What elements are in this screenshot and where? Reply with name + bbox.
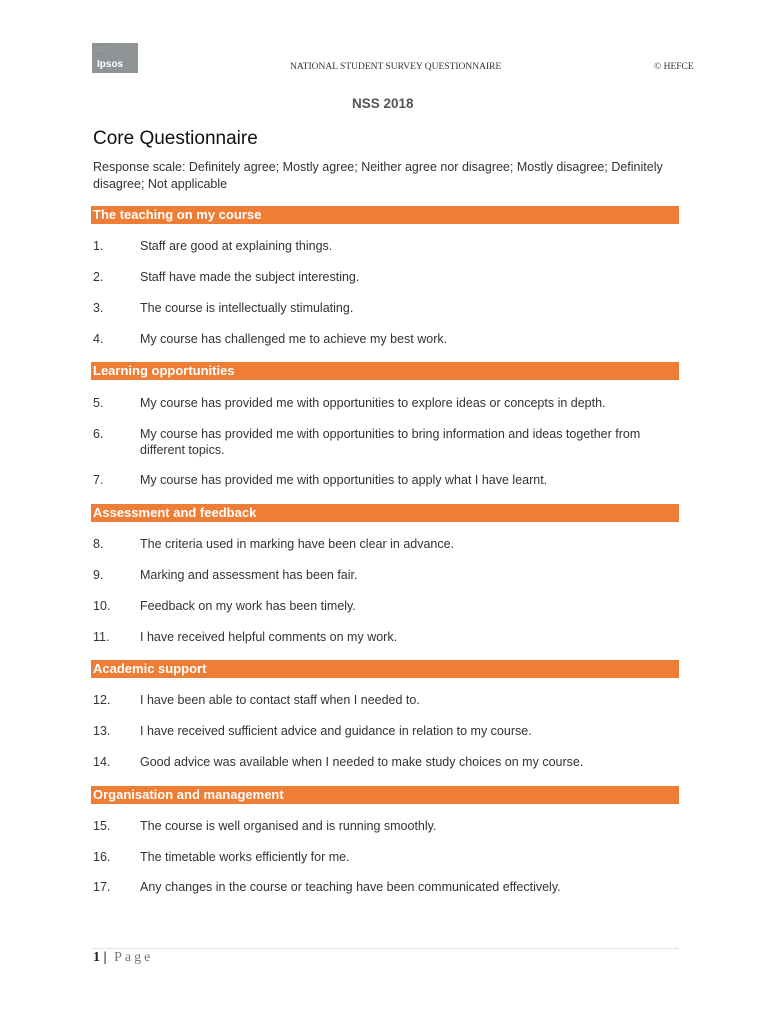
- question-text: Good advice was available when I needed to make study choices on my course.: [140, 755, 584, 769]
- question-text: Marking and assessment has been fair.: [140, 568, 358, 582]
- header-copyright: © HEFCE: [654, 62, 694, 72]
- question-number: 13.: [93, 724, 111, 738]
- question-text: I have received helpful comments on my work.: [140, 630, 398, 644]
- question-text: My course has provided me with opportunities to apply what I have learnt.: [140, 473, 548, 487]
- question-text: I have been able to contact staff when I needed to.: [140, 693, 420, 707]
- question-text: My course has provided me with opportunities to bring information and ideas together from different topics.: [140, 427, 641, 457]
- question-text: The timetable works efficiently for me.: [140, 850, 350, 864]
- page-label: Page: [114, 950, 154, 965]
- question-text: I have received sufficient advice and guidance in relation to my course.: [140, 724, 532, 738]
- question-number: 1.: [93, 239, 104, 253]
- question-number: 9.: [93, 568, 104, 582]
- page-title: Core Questionnaire: [93, 128, 258, 149]
- question-number: 16.: [93, 850, 111, 864]
- section-heading-learning: Learning opportunities: [91, 362, 679, 380]
- page-separator: |: [103, 950, 107, 965]
- question-text: Staff are good at explaining things.: [140, 239, 333, 253]
- footer-divider: [93, 948, 678, 949]
- question-number: 12.: [93, 693, 111, 707]
- question-number: 7.: [93, 473, 104, 487]
- logo-text: Ipsos: [97, 59, 124, 70]
- question-number: 11.: [93, 630, 110, 644]
- survey-year: NSS 2018: [352, 96, 414, 111]
- question-text: My course has challenged me to achieve my best work.: [140, 332, 448, 346]
- question-number: 14.: [93, 755, 111, 769]
- header-title: NATIONAL STUDENT SURVEY QUESTIONNAIRE: [290, 62, 502, 72]
- page-number: 1: [93, 950, 100, 965]
- response-scale: Response scale: Definitely agree; Mostly agree; Neither agree nor disagree; Mostly disagree; Definitely disagree; Not applicable: [93, 160, 663, 191]
- question-text: The course is well organised and is running smoothly.: [140, 819, 437, 833]
- ipsos-logo: [92, 43, 138, 73]
- question-text: Feedback on my work has been timely.: [140, 599, 356, 613]
- section-heading-assessment: Assessment and feedback: [91, 504, 679, 522]
- question-text: Staff have made the subject interesting.: [140, 270, 360, 284]
- question-number: 10.: [93, 599, 111, 613]
- section-heading-teaching: The teaching on my course: [91, 206, 679, 224]
- question-number: 3.: [93, 301, 104, 315]
- section-heading-organisation: Organisation and management: [91, 786, 679, 804]
- question-text: My course has provided me with opportunities to explore ideas or concepts in depth.: [140, 396, 606, 410]
- question-number: 6.: [93, 427, 104, 441]
- page-footer: [93, 950, 153, 966]
- question-text: Any changes in the course or teaching have been communicated effectively.: [140, 880, 561, 894]
- question-number: 4.: [93, 332, 104, 346]
- logo-dots-icon: ::::: [97, 47, 108, 53]
- question-text: The course is intellectually stimulating.: [140, 301, 354, 315]
- question-number: 17.: [93, 880, 111, 894]
- section-heading-academic-support: Academic support: [91, 660, 679, 678]
- question-number: 8.: [93, 537, 104, 551]
- question-number: 15.: [93, 819, 111, 833]
- question-number: 5.: [93, 396, 104, 410]
- question-text: The criteria used in marking have been clear in advance.: [140, 537, 455, 551]
- question-number: 2.: [93, 270, 104, 284]
